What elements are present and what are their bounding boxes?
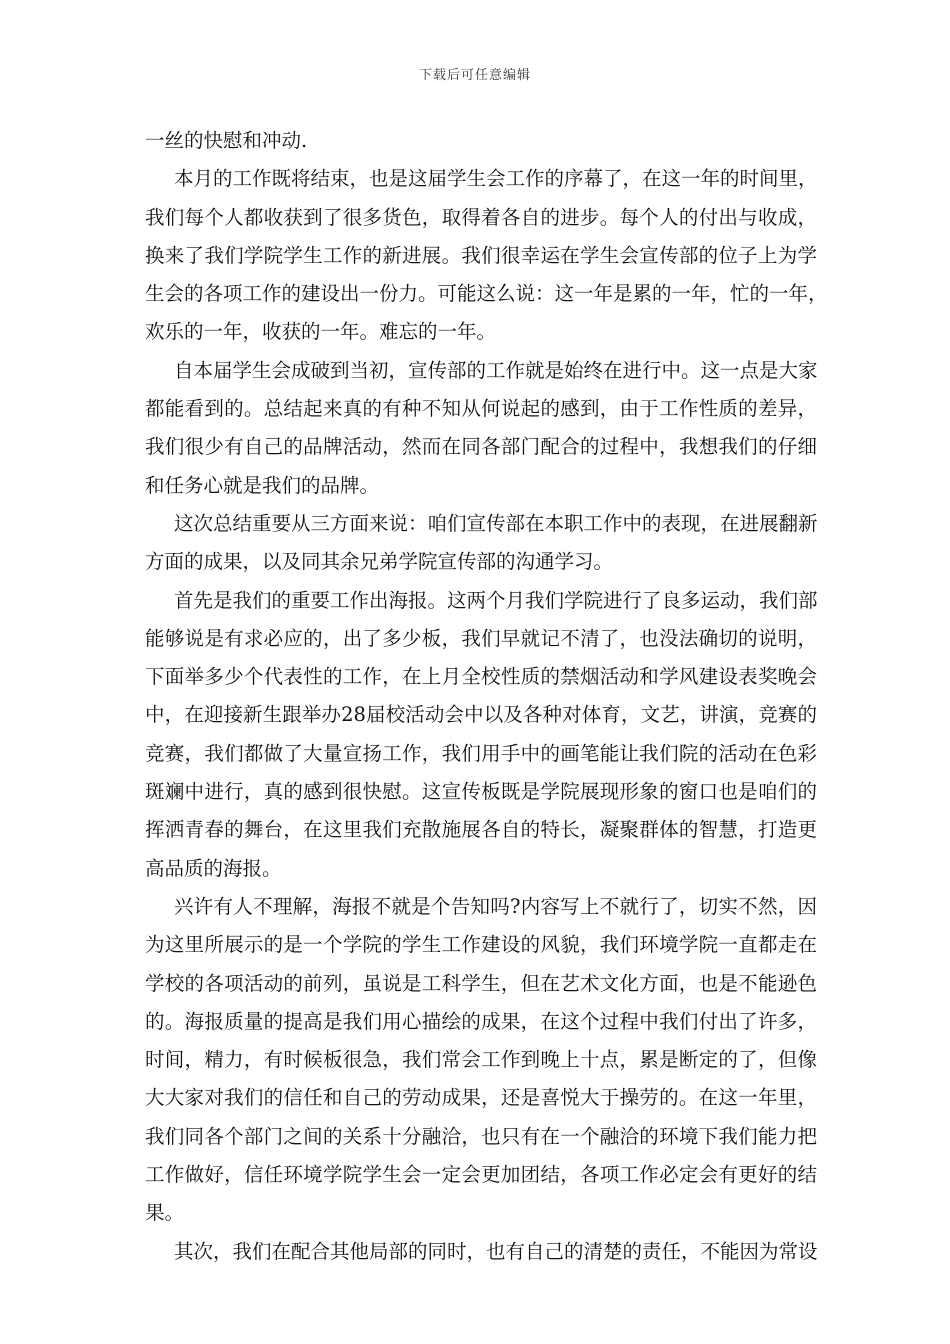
text-line: 竞赛，我们都做了大量宣扬工作，我们用手中的画笔能让我们院的活动在色彩: [145, 741, 817, 765]
text-line: 挥洒青春的舞台，在这里我们充散施展各自的特长，凝聚群体的智慧，打造更: [145, 818, 817, 842]
text-line: 的。海报质量的提高是我们用心描绘的成果，在这个过程中我们付出了许多，: [145, 1009, 817, 1033]
text-line: 这次总结重要从三方面来说：咱们宣传部在本职工作中的表现，在进展翻新: [174, 511, 818, 535]
text-line: 我们每个人都收获到了很多货色，取得着各自的进步。每个人的付出与收成，: [145, 205, 817, 229]
text-line: 为这里所展示的是一个学院的学生工作建设的风貌，我们环境学院一直都走在: [145, 933, 817, 957]
text-line: 和任务心就是我们的品牌。: [145, 473, 380, 497]
text-line: 本月的工作既将结束，也是这届学生会工作的序幕了，在这一年的时间里，: [174, 167, 818, 191]
text-line: 都能看到的。总结起来真的有种不知从何说起的感到，由于工作性质的差异，: [145, 397, 817, 421]
page-header: 下载后可任意编辑: [418, 68, 531, 83]
text-line: 欢乐的一年，收获的一年。难忘的一年。: [145, 320, 497, 344]
text-line: 中，在迎接新生跟举办28届校活动会中以及各种对体育，文艺，讲演，竞赛的: [145, 703, 817, 727]
text-line: 兴许有人不理解，海报不就是个告知吗?内容写上不就行了，切实不然，因: [174, 894, 817, 918]
text-line: 大大家对我们的信任和自己的劳动成果，还是喜悦大于操劳的。在这一年里，: [145, 1086, 817, 1110]
text-line: 高品质的海报。: [145, 856, 282, 880]
text-line: 时间，精力，有时候板很急，我们常会工作到晚上十点，累是断定的了，但像: [145, 1048, 817, 1072]
text-line: 换来了我们学院学生工作的新进展。我们很幸运在学生会宣传部的位子上为学: [145, 243, 817, 267]
text-line: 斑斓中进行，真的感到很快慰。这宣传板既是学院展现形象的窗口也是咱们的: [145, 780, 817, 804]
text-line: 一丝的快慰和冲动.: [145, 129, 308, 152]
document-body: [145, 122, 828, 1271]
text-line: 能够说是有求必应的，出了多少板，我们早就记不清了，也没法确切的说明，: [145, 626, 817, 650]
text-line: 工作做好，信任环境学院学生会一定会更加团结，各项工作必定会有更好的结: [145, 1163, 817, 1187]
text-line: 学校的各项活动的前列，虽说是工科学生，但在艺术文化方面，也是不能逊色: [145, 971, 817, 995]
text-line: 自本届学生会成破到当初，宣传部的工作就是始终在进行中。这一点是大家: [174, 358, 818, 382]
text-line: 我们同各个部门之间的关系十分融洽，也只有在一个融洽的环境下我们能力把: [145, 1124, 817, 1148]
text-line: 其次，我们在配合其他局部的同时，也有自己的清楚的责任，不能因为常设: [174, 1239, 818, 1263]
text-line: 果。: [145, 1201, 185, 1225]
text-line: 方面的成果，以及同其余兄弟学院宣传部的沟通学习。: [145, 550, 614, 574]
text-line: 生会的各项工作的建设出一份力。可能这么说：这一年是累的一年，忙的一年，: [145, 282, 828, 306]
text-line: 首先是我们的重要工作出海报。这两个月我们学院进行了良多运动，我们部: [174, 588, 818, 612]
text-line: 下面举多少个代表性的工作，在上月全校性质的禁烟活动和学风建设表奖晚会: [145, 665, 817, 689]
text-line: 我们很少有自己的品牌活动，然而在同各部门配合的过程中，我想我们的仔细: [145, 435, 817, 459]
